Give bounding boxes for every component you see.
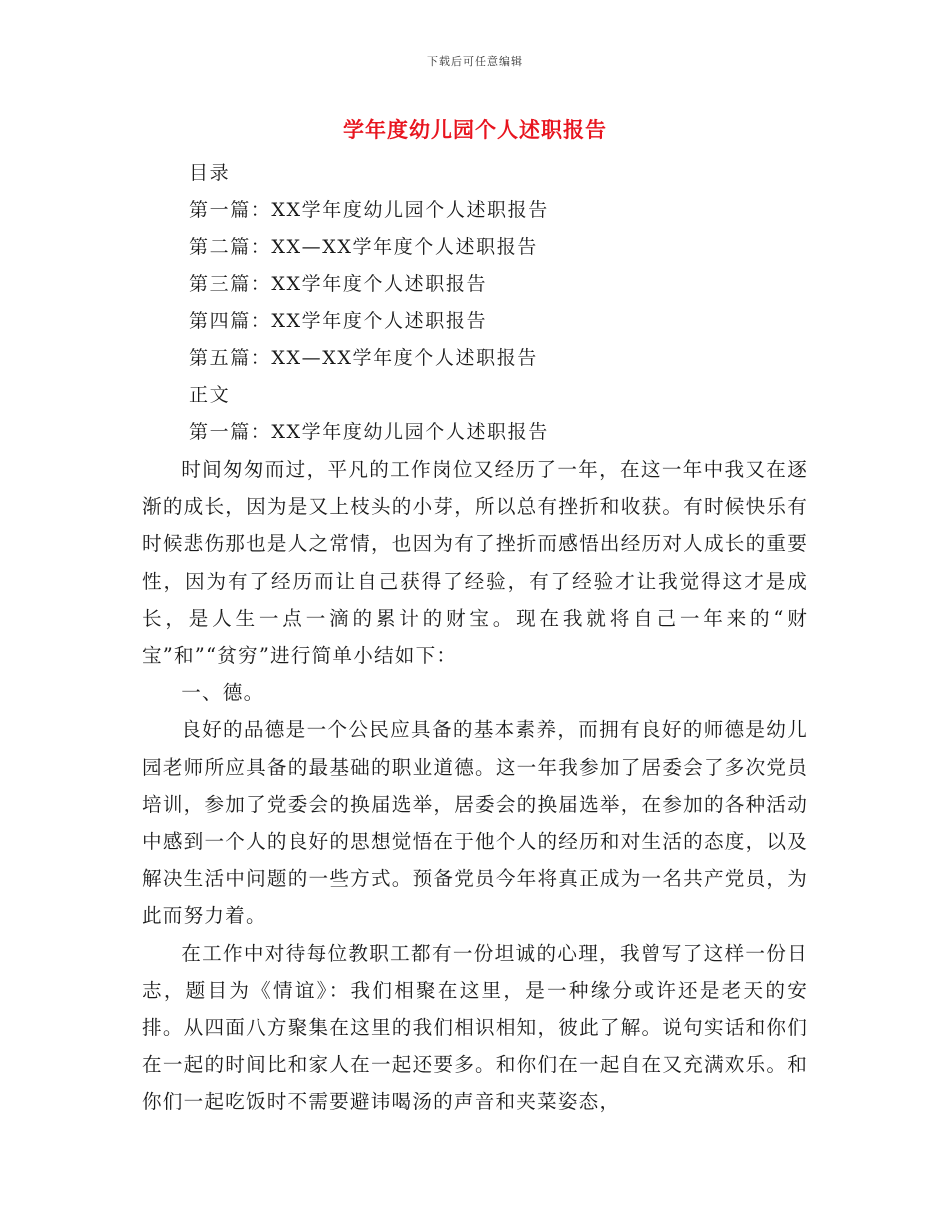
section-heading-virtue: 一、德。 [181, 681, 265, 705]
toc-item: 第三篇：XX学年度个人述职报告 [189, 273, 488, 295]
body-label: 正文 [189, 384, 231, 406]
page-header-note: 下载后可任意编辑 [427, 55, 523, 68]
document-body [142, 451, 808, 1121]
toc-item: 第二篇：XX—XX学年度个人述职报告 [189, 236, 538, 258]
virtue-paragraph-1: 良好的品德是一个公民应具备的基本素养，而拥有良好的师德是幼儿园老师所应具备的最基础的职业道德。这一年我参加了居委会了多次党员培训，参加了党委会的换届选举，居委会的换届选举，在参加的各种活动中感到一个人的良好的思想觉悟在于他个人的经历和对生活的态度，以及解决生活中问题的一些方式。预备党员今年将真正成为一名共产党员，为此而努力着。 [142, 718, 808, 928]
virtue-paragraph-2: 在工作中对待每位教职工都有一份坦诚的心理，我曾写了这样一份日志，题目为《情谊》：我们相聚在这里，是一种缘分或许还是老天的安排。从四面八方聚集在这里的我们相识相知，彼此了解。说句实话和你们在一起的时间比和家人在一起还要多。和你们在一起自在又充满欢乐。和你们一起吃饭时不需要避讳喝汤的声音和夹菜姿态， [142, 941, 808, 1114]
table-of-contents [189, 155, 549, 451]
intro-paragraph: 时间匆匆而过，平凡的工作岗位又经历了一年，在这一年中我又在逐渐的成长，因为是又上枝头的小芽，所以总有挫折和收获。有时候快乐有时候悲伤那也是人之常情，也因为有了挫折而感悟出经历对人成长的重要性，因为有了经历而让自己获得了经验，有了经验才让我觉得这才是成长，是人生一点一滴的累计的财宝。现在我就将自己一年来的“财宝”和”“贫穷”进行简单小结如下： [142, 458, 808, 668]
section-title: 第一篇：XX学年度幼儿园个人述职报告 [189, 421, 549, 443]
toc-item: 第五篇：XX—XX学年度个人述职报告 [189, 347, 538, 369]
toc-item: 第四篇：XX学年度个人述职报告 [189, 310, 488, 332]
toc-heading: 目录 [189, 162, 231, 184]
toc-item: 第一篇：XX学年度幼儿园个人述职报告 [189, 199, 549, 221]
document-title: 学年度幼儿园个人述职报告 [343, 117, 607, 142]
